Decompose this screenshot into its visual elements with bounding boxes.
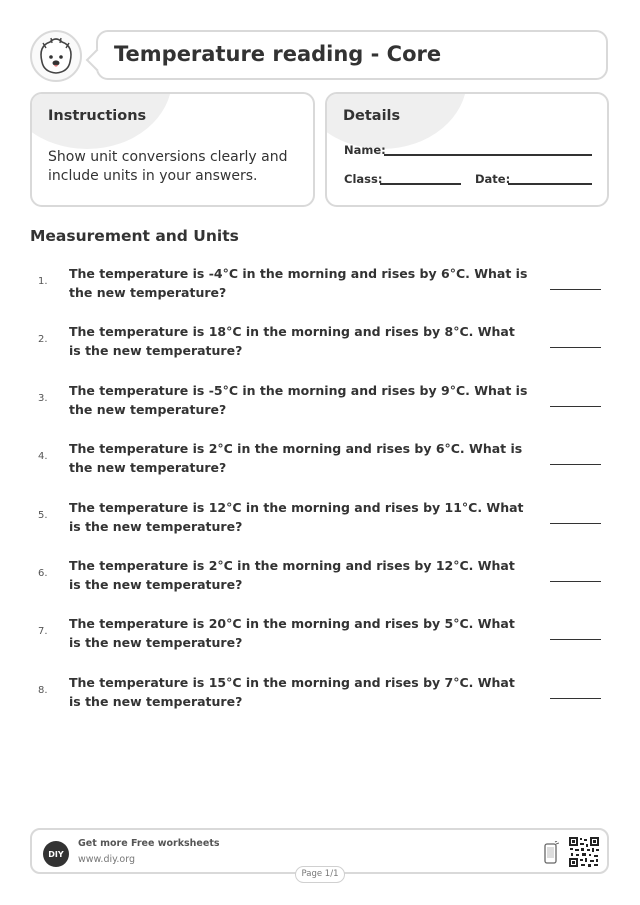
question-item — [0, 673, 640, 723]
question-text: The temperature is 2°C in the morning and rises by 12°C. What is the new temperature? — [69, 558, 515, 592]
instructions-text: Show unit conversions clearly and include units in your answers. — [48, 149, 288, 184]
diy-logo-icon[interactable]: DIY — [43, 841, 69, 867]
question-number: 6. — [38, 568, 48, 579]
question-text: The temperature is 20°C in the morning and rises by 5°C. What is the new temperature? — [69, 616, 515, 650]
question-item — [0, 439, 640, 489]
question-number: 1. — [38, 276, 48, 287]
instructions-card — [30, 92, 315, 207]
title-box — [96, 30, 608, 80]
qr-code-icon[interactable] — [568, 836, 600, 868]
question-text: The temperature is 12°C in the morning and rises by 11°C. What is the new temperature? — [69, 500, 524, 534]
question-text: The temperature is -4°C in the morning and rises by 6°C. What is the new temperature? — [69, 266, 528, 300]
answer-line[interactable] — [550, 639, 601, 640]
footer-title: Get more Free worksheets — [78, 838, 220, 849]
date-label: Date: — [475, 172, 511, 186]
class-label: Class: — [344, 172, 383, 186]
answer-line[interactable] — [550, 289, 601, 290]
question-text: The temperature is 15°C in the morning and rises by 7°C. What is the new temperature? — [69, 675, 515, 709]
name-field[interactable] — [384, 154, 592, 156]
instructions-heading: Instructions — [48, 108, 147, 124]
answer-line[interactable] — [550, 523, 601, 524]
answer-line[interactable] — [550, 347, 601, 348]
question-item — [0, 381, 640, 431]
question-number: 7. — [38, 626, 48, 637]
answer-line[interactable] — [550, 581, 601, 582]
page-title: Temperature reading - Core — [114, 42, 442, 66]
question-text: The temperature is 2°C in the morning and rises by 6°C. What is the new temperature? — [69, 441, 523, 475]
question-number: 4. — [38, 451, 48, 462]
answer-line[interactable] — [550, 698, 601, 699]
question-number: 3. — [38, 393, 48, 404]
class-field[interactable] — [380, 183, 461, 185]
question-text: The temperature is -5°C in the morning and rises by 9°C. What is the new temperature? — [69, 383, 528, 417]
question-item — [0, 322, 640, 372]
page-indicator: Page 1/1 — [295, 866, 345, 883]
answer-line[interactable] — [550, 464, 601, 465]
question-number: 2. — [38, 334, 48, 345]
details-heading: Details — [343, 108, 401, 124]
question-item — [0, 498, 640, 548]
footer-url-link[interactable]: www.diy.org — [78, 854, 135, 865]
name-label: Name: — [344, 143, 386, 157]
question-number: 8. — [38, 685, 48, 696]
answer-line[interactable] — [550, 406, 601, 407]
phone-icon — [543, 841, 559, 865]
details-card — [325, 92, 609, 207]
question-text: The temperature is 18°C in the morning and rises by 8°C. What is the new temperature? — [69, 324, 515, 358]
section-title: Measurement and Units — [30, 227, 239, 245]
question-item — [0, 556, 640, 606]
question-item — [0, 614, 640, 664]
question-number: 5. — [38, 510, 48, 521]
date-field[interactable] — [508, 183, 592, 185]
question-item — [0, 264, 640, 314]
mascot-icon — [30, 30, 82, 82]
